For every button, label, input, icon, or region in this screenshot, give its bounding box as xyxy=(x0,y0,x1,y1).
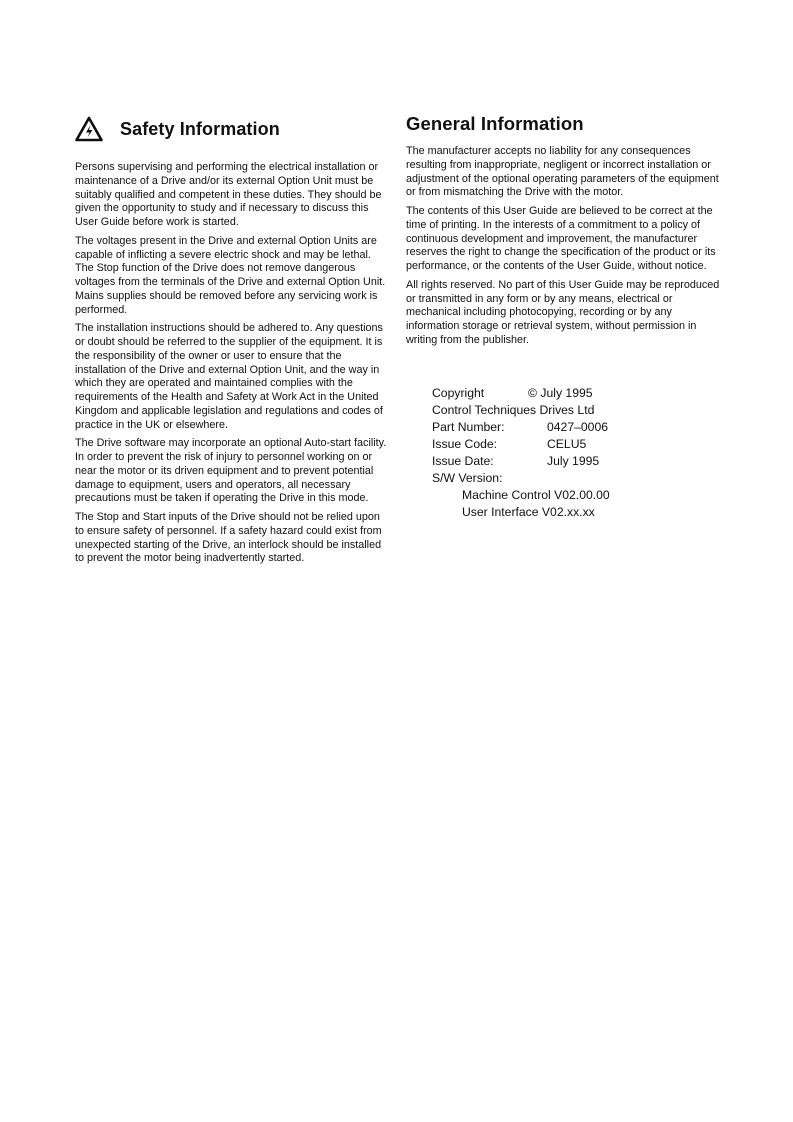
part-number-value: 0427–0006 xyxy=(547,420,609,434)
part-number-label: Part Number: xyxy=(432,420,505,434)
issue-code-row xyxy=(432,436,722,453)
issue-code-value: CELU5 xyxy=(547,437,587,451)
copyright-value: © July 1995 xyxy=(528,386,593,400)
user-interface-version: User Interface V02.xx.xx xyxy=(462,505,595,519)
general-paragraph: All rights reserved. No part of this User Guide may be reproduced or transmitted in any form or by any means, electrical or mechanical including photocopying, recording or by any information storage or retrieval system, without permission in writing from the publisher. xyxy=(406,278,720,346)
general-body xyxy=(406,145,722,353)
part-number-row xyxy=(432,419,722,436)
general-title: General Information xyxy=(406,113,584,134)
machine-control-version: Machine Control V02.00.00 xyxy=(462,488,610,502)
company-name: Control Techniques Drives Ltd xyxy=(432,403,595,417)
issue-date-row xyxy=(432,453,722,470)
issue-date-label: Issue Date: xyxy=(432,454,494,468)
safety-paragraph: The voltages present in the Drive and external Option Units are capable of inflicting a severe electric shock and may be lethal. The Stop function of the Drive does not remove dangerous voltages from the terminals of the Drive and external Option Unit. Mains supplies should be removed before any servicing work is performed. xyxy=(75,234,386,316)
safety-paragraph: The Stop and Start inputs of the Drive should not be relied upon to ensure safety of personnel. If a safety hazard could exist from unexpected starting of the Drive, an interlock should be installed to prevent the motor being inadvertently started. xyxy=(75,511,382,565)
safety-title: Safety Information xyxy=(120,118,280,139)
safety-body xyxy=(75,161,387,571)
safety-paragraph: The installation instructions should be adhered to. Any questions or doubt should be referred to the supplier of the equipment. It is the responsibility of the owner or user to ensure that the installation of the Drive and external Option Unit, and the way in which they are operated and maintained complies with the requirements of the Health and Safety at Work Act in the United Kingdom and applicable legislation and regulations and codes of practice in the UK or elsewhere. xyxy=(75,322,383,431)
copyright-row xyxy=(432,385,722,402)
safety-heading xyxy=(75,114,387,144)
issue-code-label: Issue Code: xyxy=(432,437,498,451)
document-info xyxy=(432,385,722,521)
general-paragraph: The contents of this User Guide are believed to be correct at the time of printing. In the interests of a commitment to a policy of continuous development and improvement, the manufacturer reserves the right to change the specification of the product or its performance, or the contents of the User Guide, without notice. xyxy=(406,205,716,272)
electrical-hazard-warning-icon xyxy=(75,116,103,142)
sw-version-row xyxy=(432,470,722,487)
copyright-label: Copyright xyxy=(432,386,485,400)
general-paragraph: The manufacturer accepts no liability for any consequences resulting from inappropriate, negligent or incorrect installation or adjustment of the optional operating parameters of the equipment or from mismatching the Drive with the motor. xyxy=(406,145,719,199)
company-row xyxy=(432,402,722,419)
safety-paragraph: The Drive software may incorporate an optional Auto-start facility. In order to prevent the risk of injury to personnel working on or near the motor or its driven equipment and to prevent potential damage to equipment, users and operators, all necessary precautions must be taken if operating the Drive in this mode. xyxy=(75,437,387,505)
sw-version-label: S/W Version: xyxy=(432,471,503,485)
issue-date-value: July 1995 xyxy=(547,454,600,468)
safety-paragraph: Persons supervising and performing the electrical installation or maintenance of a Drive and/or its external Option Unit must be suitably qualified and competent in these duties. They should be given the opportunity to study and if necessary to discuss this User Guide before work is started. xyxy=(75,161,382,228)
